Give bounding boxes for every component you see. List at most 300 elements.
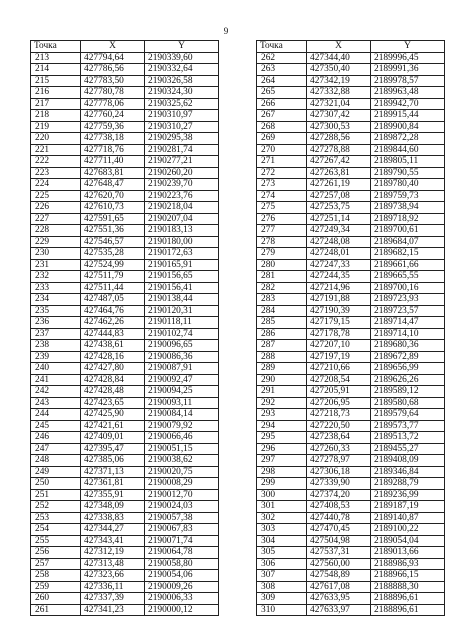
table-row xyxy=(257,213,445,225)
cell-y: 2189700,61 xyxy=(371,225,445,237)
cell-y: 2190156,65 xyxy=(145,271,219,283)
cell-y: 2189780,40 xyxy=(371,179,445,191)
cell-point: 230 xyxy=(31,248,81,260)
cell-x: 427617,08 xyxy=(307,581,371,593)
cell-x: 427336,11 xyxy=(81,581,145,593)
cell-point: 295 xyxy=(257,432,307,444)
cell-point: 268 xyxy=(257,121,307,133)
table-row xyxy=(257,501,445,513)
cell-y: 2190332,64 xyxy=(145,64,219,76)
cell-x: 427408,53 xyxy=(307,501,371,513)
cell-point: 296 xyxy=(257,443,307,455)
cell-x: 427444,83 xyxy=(81,328,145,340)
table-row xyxy=(257,271,445,283)
cell-point: 225 xyxy=(31,190,81,202)
cell-x: 427759,36 xyxy=(81,121,145,133)
table-row xyxy=(257,121,445,133)
cell-y: 2190118,11 xyxy=(145,317,219,329)
table-row xyxy=(257,581,445,593)
cell-point: 243 xyxy=(31,397,81,409)
cell-x: 427312,19 xyxy=(81,547,145,559)
table-row xyxy=(257,570,445,582)
cell-point: 213 xyxy=(31,52,81,64)
cell-point: 302 xyxy=(257,512,307,524)
cell-y: 2189900,84 xyxy=(371,121,445,133)
cell-point: 244 xyxy=(31,409,81,421)
cell-point: 261 xyxy=(31,604,81,616)
cell-y: 2189915,44 xyxy=(371,110,445,122)
cell-x: 427738,18 xyxy=(81,133,145,145)
cell-y: 2189579,64 xyxy=(371,409,445,421)
table-row xyxy=(31,466,219,478)
cell-y: 2189236,99 xyxy=(371,489,445,501)
cell-y: 2189805,11 xyxy=(371,156,445,168)
cell-y: 2189714,10 xyxy=(371,328,445,340)
table-row xyxy=(257,282,445,294)
cell-y: 2190277,21 xyxy=(145,156,219,168)
cell-point: 274 xyxy=(257,190,307,202)
cell-point: 297 xyxy=(257,455,307,467)
table-row xyxy=(31,409,219,421)
cell-point: 227 xyxy=(31,213,81,225)
cell-x: 427210,66 xyxy=(307,363,371,375)
cell-y: 2189872,28 xyxy=(371,133,445,145)
cell-y: 2189723,93 xyxy=(371,294,445,306)
cell-y: 2190138,44 xyxy=(145,294,219,306)
table-row xyxy=(257,98,445,110)
cell-y: 2189844,60 xyxy=(371,144,445,156)
cell-y: 2189759,73 xyxy=(371,190,445,202)
cell-y: 2190071,74 xyxy=(145,535,219,547)
cell-point: 260 xyxy=(31,593,81,605)
cell-point: 233 xyxy=(31,282,81,294)
cell-point: 248 xyxy=(31,455,81,467)
table-row xyxy=(257,167,445,179)
cell-point: 300 xyxy=(257,489,307,501)
cell-point: 284 xyxy=(257,305,307,317)
cell-x: 427711,40 xyxy=(81,156,145,168)
cell-point: 251 xyxy=(31,489,81,501)
cell-x: 427321,04 xyxy=(307,98,371,110)
table-row xyxy=(31,604,219,616)
cell-point: 241 xyxy=(31,374,81,386)
cell-x: 427409,01 xyxy=(81,432,145,444)
table-row xyxy=(257,547,445,559)
cell-x: 427332,88 xyxy=(307,87,371,99)
cell-x: 427683,81 xyxy=(81,167,145,179)
cell-point: 246 xyxy=(31,432,81,444)
cell-x: 427438,61 xyxy=(81,340,145,352)
cell-y: 2190054,06 xyxy=(145,570,219,582)
table-row xyxy=(31,374,219,386)
coordinates-table-right xyxy=(256,40,445,616)
table-row xyxy=(31,271,219,283)
table-row xyxy=(31,558,219,570)
cell-x: 427462,26 xyxy=(81,317,145,329)
cell-point: 310 xyxy=(257,604,307,616)
cell-point: 237 xyxy=(31,328,81,340)
table-row xyxy=(257,512,445,524)
table-row xyxy=(31,581,219,593)
cell-y: 2190093,11 xyxy=(145,397,219,409)
cell-x: 427610,73 xyxy=(81,202,145,214)
cell-y: 2190008,29 xyxy=(145,478,219,490)
table-row xyxy=(31,225,219,237)
cell-y: 2190172,63 xyxy=(145,248,219,260)
table-row xyxy=(257,202,445,214)
cell-y: 2190096,65 xyxy=(145,340,219,352)
table-row xyxy=(31,110,219,122)
table-row xyxy=(257,225,445,237)
header-y: Y xyxy=(145,41,219,53)
cell-point: 287 xyxy=(257,340,307,352)
table-row xyxy=(31,489,219,501)
cell-x: 427537,31 xyxy=(307,547,371,559)
cell-x: 427348,09 xyxy=(81,501,145,513)
cell-point: 275 xyxy=(257,202,307,214)
cell-point: 221 xyxy=(31,144,81,156)
cell-y: 2188966,15 xyxy=(371,570,445,582)
cell-point: 290 xyxy=(257,374,307,386)
table-row xyxy=(31,282,219,294)
cell-x: 427385,06 xyxy=(81,455,145,467)
cell-x: 427423,65 xyxy=(81,397,145,409)
cell-point: 283 xyxy=(257,294,307,306)
cell-x: 427313,48 xyxy=(81,558,145,570)
cell-y: 2189672,89 xyxy=(371,351,445,363)
cell-x: 427197,19 xyxy=(307,351,371,363)
table-row xyxy=(257,317,445,329)
table-row xyxy=(257,305,445,317)
cell-point: 249 xyxy=(31,466,81,478)
table-row xyxy=(31,397,219,409)
cell-point: 235 xyxy=(31,305,81,317)
cell-y: 2190067,83 xyxy=(145,524,219,536)
cell-y: 2189140,87 xyxy=(371,512,445,524)
cell-point: 293 xyxy=(257,409,307,421)
table-row xyxy=(31,202,219,214)
table-row xyxy=(31,75,219,87)
table-row xyxy=(257,363,445,375)
header-x: X xyxy=(81,41,145,53)
cell-point: 257 xyxy=(31,558,81,570)
cell-point: 258 xyxy=(31,570,81,582)
cell-x: 427560,00 xyxy=(307,558,371,570)
cell-y: 2190180,00 xyxy=(145,236,219,248)
cell-x: 427633,97 xyxy=(307,604,371,616)
cell-x: 427248,08 xyxy=(307,236,371,248)
cell-point: 223 xyxy=(31,167,81,179)
table-row xyxy=(257,144,445,156)
cell-y: 2189580,68 xyxy=(371,397,445,409)
cell-x: 427260,33 xyxy=(307,443,371,455)
table-row xyxy=(257,478,445,490)
table-row xyxy=(31,317,219,329)
cell-point: 271 xyxy=(257,156,307,168)
cell-y: 2190295,38 xyxy=(145,133,219,145)
cell-x: 427244,35 xyxy=(307,271,371,283)
cell-point: 292 xyxy=(257,397,307,409)
cell-point: 224 xyxy=(31,179,81,191)
cell-y: 2190102,74 xyxy=(145,328,219,340)
header-point: Точка xyxy=(31,41,81,53)
cell-point: 231 xyxy=(31,259,81,271)
cell-y: 2189714,47 xyxy=(371,317,445,329)
table-row xyxy=(257,52,445,64)
cell-y: 2190326,58 xyxy=(145,75,219,87)
cell-x: 427338,83 xyxy=(81,512,145,524)
coordinates-table-left xyxy=(30,40,219,616)
table-row xyxy=(31,340,219,352)
cell-point: 220 xyxy=(31,133,81,145)
cell-y: 2188888,30 xyxy=(371,581,445,593)
cell-y: 2190165,91 xyxy=(145,259,219,271)
cell-point: 245 xyxy=(31,420,81,432)
cell-x: 427374,20 xyxy=(307,489,371,501)
table-row xyxy=(257,156,445,168)
table-row xyxy=(31,455,219,467)
cell-y: 2190000,12 xyxy=(145,604,219,616)
table-header-row xyxy=(31,41,219,53)
cell-point: 255 xyxy=(31,535,81,547)
cell-x: 427428,48 xyxy=(81,386,145,398)
table-row xyxy=(31,305,219,317)
cell-y: 2190239,70 xyxy=(145,179,219,191)
cell-x: 427591,65 xyxy=(81,213,145,225)
table-row xyxy=(31,133,219,145)
cell-y: 2189680,36 xyxy=(371,340,445,352)
cell-point: 247 xyxy=(31,443,81,455)
cell-x: 427207,10 xyxy=(307,340,371,352)
cell-x: 427337,39 xyxy=(81,593,145,605)
cell-y: 2189684,07 xyxy=(371,236,445,248)
cell-y: 2190207,04 xyxy=(145,213,219,225)
cell-y: 2189589,12 xyxy=(371,386,445,398)
cell-y: 2190092,47 xyxy=(145,374,219,386)
cell-x: 427548,89 xyxy=(307,570,371,582)
cell-x: 427718,76 xyxy=(81,144,145,156)
cell-point: 269 xyxy=(257,133,307,145)
cell-x: 427470,45 xyxy=(307,524,371,536)
cell-point: 242 xyxy=(31,386,81,398)
cell-point: 222 xyxy=(31,156,81,168)
table-row xyxy=(31,547,219,559)
cell-point: 282 xyxy=(257,282,307,294)
table-row xyxy=(257,604,445,616)
cell-point: 236 xyxy=(31,317,81,329)
table-row xyxy=(31,363,219,375)
table-row xyxy=(257,489,445,501)
cell-y: 2189996,45 xyxy=(371,52,445,64)
table-row xyxy=(257,179,445,191)
cell-x: 427511,79 xyxy=(81,271,145,283)
cell-point: 301 xyxy=(257,501,307,513)
cell-x: 427535,28 xyxy=(81,248,145,260)
table-row xyxy=(257,87,445,99)
table-row xyxy=(257,397,445,409)
cell-y: 2189700,16 xyxy=(371,282,445,294)
cell-y: 2189054,04 xyxy=(371,535,445,547)
cell-y: 2190058,80 xyxy=(145,558,219,570)
cell-x: 427794,64 xyxy=(81,52,145,64)
cell-y: 2189408,09 xyxy=(371,455,445,467)
cell-point: 239 xyxy=(31,351,81,363)
cell-x: 427551,36 xyxy=(81,225,145,237)
cell-y: 2190012,70 xyxy=(145,489,219,501)
table-row xyxy=(257,409,445,421)
table-row xyxy=(257,466,445,478)
cell-x: 427178,78 xyxy=(307,328,371,340)
cell-x: 427263,81 xyxy=(307,167,371,179)
cell-x: 427300,53 xyxy=(307,121,371,133)
cell-x: 427783,50 xyxy=(81,75,145,87)
cell-point: 278 xyxy=(257,236,307,248)
cell-x: 427208,54 xyxy=(307,374,371,386)
cell-x: 427288,56 xyxy=(307,133,371,145)
cell-y: 2190310,27 xyxy=(145,121,219,133)
table-row xyxy=(31,236,219,248)
cell-x: 427511,44 xyxy=(81,282,145,294)
cell-x: 427251,14 xyxy=(307,213,371,225)
cell-x: 427257,08 xyxy=(307,190,371,202)
table-row xyxy=(257,75,445,87)
cell-x: 427249,34 xyxy=(307,225,371,237)
cell-y: 2189455,27 xyxy=(371,443,445,455)
cell-x: 427487,05 xyxy=(81,294,145,306)
cell-y: 2190183,13 xyxy=(145,225,219,237)
cell-point: 226 xyxy=(31,202,81,214)
cell-x: 427648,47 xyxy=(81,179,145,191)
cell-x: 427344,27 xyxy=(81,524,145,536)
cell-y: 2189942,70 xyxy=(371,98,445,110)
table-row xyxy=(31,294,219,306)
cell-point: 218 xyxy=(31,110,81,122)
table-row xyxy=(31,64,219,76)
table-row xyxy=(31,98,219,110)
table-row xyxy=(31,328,219,340)
cell-y: 2190260,20 xyxy=(145,167,219,179)
cell-y: 2189100,22 xyxy=(371,524,445,536)
header-x: X xyxy=(307,41,371,53)
cell-point: 277 xyxy=(257,225,307,237)
cell-y: 2188896,61 xyxy=(371,604,445,616)
cell-x: 427343,41 xyxy=(81,535,145,547)
cell-x: 427371,13 xyxy=(81,466,145,478)
cell-x: 427278,88 xyxy=(307,144,371,156)
table-row xyxy=(257,110,445,122)
table-row xyxy=(31,535,219,547)
table-row xyxy=(31,512,219,524)
cell-point: 280 xyxy=(257,259,307,271)
cell-y: 2190156,41 xyxy=(145,282,219,294)
cell-point: 294 xyxy=(257,420,307,432)
cell-point: 214 xyxy=(31,64,81,76)
table-row xyxy=(31,420,219,432)
table-row xyxy=(257,593,445,605)
table-row xyxy=(31,167,219,179)
cell-x: 427355,91 xyxy=(81,489,145,501)
cell-point: 266 xyxy=(257,98,307,110)
cell-x: 427780,78 xyxy=(81,87,145,99)
cell-y: 2190339,60 xyxy=(145,52,219,64)
cell-x: 427306,18 xyxy=(307,466,371,478)
table-row xyxy=(31,501,219,513)
cell-y: 2190024,03 xyxy=(145,501,219,513)
table-row xyxy=(257,386,445,398)
cell-x: 427428,16 xyxy=(81,351,145,363)
cell-y: 2189013,66 xyxy=(371,547,445,559)
cell-y: 2190120,31 xyxy=(145,305,219,317)
cell-y: 2189682,15 xyxy=(371,248,445,260)
table-row xyxy=(31,478,219,490)
cell-x: 427440,78 xyxy=(307,512,371,524)
cell-y: 2190281,74 xyxy=(145,144,219,156)
cell-point: 238 xyxy=(31,340,81,352)
cell-x: 427428,84 xyxy=(81,374,145,386)
cell-y: 2190086,36 xyxy=(145,351,219,363)
table-row xyxy=(31,52,219,64)
cell-x: 427253,75 xyxy=(307,202,371,214)
table-row xyxy=(257,524,445,536)
cell-point: 219 xyxy=(31,121,81,133)
cell-x: 427267,42 xyxy=(307,156,371,168)
table-row xyxy=(257,455,445,467)
cell-y: 2190009,26 xyxy=(145,581,219,593)
cell-x: 427248,01 xyxy=(307,248,371,260)
cell-point: 308 xyxy=(257,581,307,593)
cell-x: 427786,56 xyxy=(81,64,145,76)
cell-y: 2189626,26 xyxy=(371,374,445,386)
cell-y: 2190087,91 xyxy=(145,363,219,375)
cell-y: 2189665,55 xyxy=(371,271,445,283)
cell-x: 427261,19 xyxy=(307,179,371,191)
cell-x: 427247,33 xyxy=(307,259,371,271)
cell-y: 2189723,57 xyxy=(371,305,445,317)
table-row xyxy=(31,190,219,202)
cell-point: 250 xyxy=(31,478,81,490)
coordinates-table-right-body xyxy=(257,52,445,616)
table-row xyxy=(257,294,445,306)
cell-x: 427342,19 xyxy=(307,75,371,87)
cell-x: 427238,64 xyxy=(307,432,371,444)
table-row xyxy=(257,420,445,432)
cell-x: 427361,81 xyxy=(81,478,145,490)
table-row xyxy=(257,64,445,76)
cell-y: 2190038,62 xyxy=(145,455,219,467)
cell-x: 427395,47 xyxy=(81,443,145,455)
cell-y: 2190020,75 xyxy=(145,466,219,478)
cell-x: 427191,88 xyxy=(307,294,371,306)
cell-x: 427464,76 xyxy=(81,305,145,317)
cell-point: 263 xyxy=(257,64,307,76)
table-row xyxy=(257,340,445,352)
cell-x: 427421,61 xyxy=(81,420,145,432)
cell-point: 264 xyxy=(257,75,307,87)
table-row xyxy=(257,259,445,271)
cell-y: 2189790,55 xyxy=(371,167,445,179)
cell-x: 427504,98 xyxy=(307,535,371,547)
cell-point: 276 xyxy=(257,213,307,225)
cell-point: 305 xyxy=(257,547,307,559)
cell-y: 2190079,92 xyxy=(145,420,219,432)
cell-x: 427427,80 xyxy=(81,363,145,375)
cell-x: 427760,24 xyxy=(81,110,145,122)
cell-y: 2190218,04 xyxy=(145,202,219,214)
cell-x: 427218,73 xyxy=(307,409,371,421)
cell-point: 309 xyxy=(257,593,307,605)
coordinates-table-left-body xyxy=(31,52,219,616)
cell-x: 427323,66 xyxy=(81,570,145,582)
